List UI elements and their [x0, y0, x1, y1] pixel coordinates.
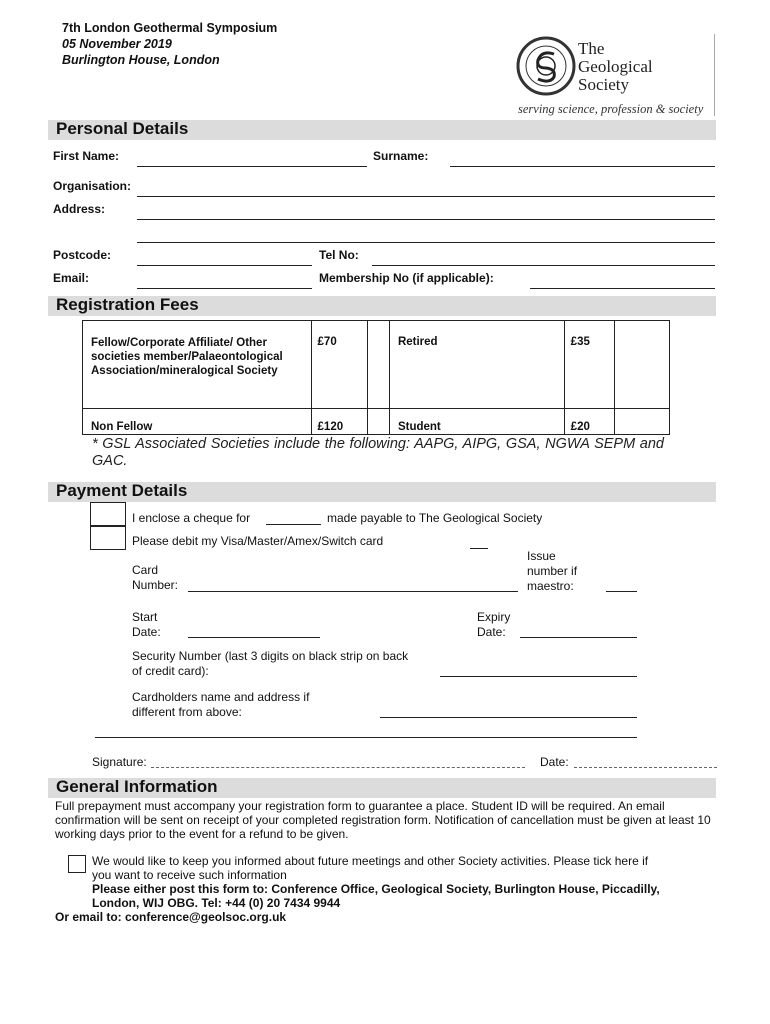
- registration-fees-bar: [48, 296, 716, 316]
- fee-price-retired: £35: [564, 321, 614, 409]
- fees-note: * GSL Associated Societies include the following: AAPG, AIPG, GSA, NGWA SEPM and GAC.: [92, 436, 664, 469]
- society-name: [578, 40, 653, 94]
- tagline: serving science, profession & society: [518, 102, 704, 116]
- post-instructions: [92, 882, 660, 910]
- event-date: 05 November 2019: [62, 37, 172, 51]
- email-field[interactable]: [137, 288, 312, 289]
- membership-label: Membership No (if applicable):: [319, 271, 494, 285]
- society-logo: [516, 36, 576, 101]
- issue-number-label: [527, 549, 577, 594]
- fee-checkbox-student[interactable]: [614, 409, 669, 435]
- personal-details-bar: [48, 120, 716, 140]
- cheque-amount-field[interactable]: [266, 524, 321, 525]
- date-field[interactable]: [574, 767, 717, 768]
- fee-checkbox-fellow[interactable]: [367, 321, 389, 409]
- post-line-2: London, WIJ OBG. Tel: +44 (0) 20 7434 9944: [92, 896, 341, 910]
- card-number-label-2: Number:: [132, 578, 179, 592]
- signature-label: Signature:: [92, 755, 147, 769]
- card-number-label-1: Card: [132, 563, 159, 577]
- fee-checkbox-nonfellow[interactable]: [367, 409, 389, 435]
- debit-mark: [470, 548, 488, 549]
- date-label: Date:: [540, 755, 569, 769]
- address-field-1[interactable]: [137, 219, 715, 220]
- expiry-date-field[interactable]: [520, 637, 637, 638]
- organisation-field[interactable]: [137, 196, 715, 197]
- postcode-label: Postcode:: [53, 248, 112, 262]
- cardholder-field-2[interactable]: [95, 737, 637, 738]
- cardholder-label-1: Cardholders name and address if: [132, 690, 310, 704]
- issue-label-3: maestro:: [527, 579, 574, 593]
- optin-line-1: We would like to keep you informed about future meetings and other Society activities. Please tick here if: [92, 854, 649, 868]
- security-number-label: [132, 649, 408, 679]
- payment-details-bar: [48, 482, 716, 502]
- cheque-prefix: I enclose a cheque for: [132, 511, 251, 525]
- registration-fees-title: Registration Fees: [56, 295, 199, 314]
- start-label-2: Date:: [132, 625, 161, 639]
- cardholder-label: [132, 690, 309, 720]
- expiry-date-label: [477, 610, 510, 640]
- security-number-field[interactable]: [440, 676, 637, 677]
- tel-field[interactable]: [372, 265, 715, 266]
- membership-field[interactable]: [530, 288, 715, 289]
- fees-table: [82, 320, 670, 435]
- fee-price-fellow: £70: [311, 321, 367, 409]
- optin-line-2: you want to receive such information: [92, 868, 287, 882]
- tel-label: Tel No:: [319, 248, 359, 262]
- cheque-checkbox[interactable]: [90, 502, 126, 526]
- email-instructions: Or email to: conference@geolsoc.org.uk: [55, 910, 287, 924]
- cheque-suffix: made payable to The Geological Society: [327, 511, 543, 525]
- debit-label: Please debit my Visa/Master/Amex/Switch card: [132, 534, 384, 548]
- general-info-title: General Information: [56, 777, 218, 796]
- address-field-2[interactable]: [137, 242, 715, 243]
- fee-checkbox-retired[interactable]: [614, 321, 669, 409]
- logo-divider: [714, 34, 715, 116]
- optin-text: [92, 854, 648, 882]
- fees-row-nonfellow: [83, 409, 670, 435]
- fee-category-nonfellow: Non Fellow: [83, 409, 312, 435]
- logo-line-1: The: [578, 39, 605, 58]
- fee-price-student: £20: [564, 409, 614, 435]
- post-line-1: Please either post this form to: Conference Office, Geological Society, Burlington House, Piccadilly,: [92, 882, 660, 896]
- card-number-label: [132, 563, 178, 593]
- start-label-1: Start: [132, 610, 158, 624]
- card-number-field[interactable]: [188, 591, 518, 592]
- personal-details-title: Personal Details: [56, 119, 189, 138]
- general-info-paragraph: Full prepayment must accompany your registration form to guarantee a place. Student ID will be required. An email confirmation will be sent on receipt of your completed registration form. Notification of cancellation must be given at least 10 working days prior to the event for a refund to be given.: [55, 799, 711, 841]
- start-date-field[interactable]: [188, 637, 320, 638]
- card-checkbox[interactable]: [90, 526, 126, 550]
- address-label: Address:: [53, 202, 106, 216]
- fee-category-student: Student: [389, 409, 564, 435]
- optin-checkbox[interactable]: [68, 855, 86, 873]
- cardholder-label-2: different from above:: [132, 705, 242, 719]
- fees-row-fellow: [83, 321, 670, 409]
- email-label: Email:: [53, 271, 90, 285]
- first-name-field[interactable]: [137, 166, 367, 167]
- fee-category-fellow: Fellow/Corporate Affiliate/ Other societies member/Palaeontological Association/mineralogical Society: [83, 321, 312, 409]
- fee-category-retired: Retired: [389, 321, 564, 409]
- postcode-field[interactable]: [137, 265, 312, 266]
- security-label-1: Security Number (last 3 digits on black strip on back: [132, 649, 409, 663]
- issue-label-2: number if: [527, 564, 578, 578]
- security-label-2: of credit card):: [132, 664, 209, 678]
- cardholder-field-1[interactable]: [380, 717, 637, 718]
- general-info-bar: [48, 778, 716, 798]
- event-venue: Burlington House, London: [62, 53, 220, 67]
- logo-line-2: Geological: [578, 57, 653, 76]
- signature-field[interactable]: [151, 767, 525, 768]
- surname-field[interactable]: [450, 166, 715, 167]
- expiry-label-2: Date:: [477, 625, 506, 639]
- fee-price-nonfellow: £120: [311, 409, 367, 435]
- payment-details-title: Payment Details: [56, 481, 188, 500]
- surname-label: Surname:: [373, 149, 429, 163]
- first-name-label: First Name:: [53, 149, 120, 163]
- society-seal-icon: [516, 36, 576, 96]
- logo-line-3: Society: [578, 75, 629, 94]
- event-info: [62, 20, 277, 68]
- issue-number-field[interactable]: [606, 591, 637, 592]
- organisation-label: Organisation:: [53, 179, 132, 193]
- start-date-label: [132, 610, 161, 640]
- issue-label-1: Issue: [527, 549, 556, 563]
- expiry-label-1: Expiry: [477, 610, 511, 624]
- event-title: 7th London Geothermal Symposium: [62, 21, 278, 35]
